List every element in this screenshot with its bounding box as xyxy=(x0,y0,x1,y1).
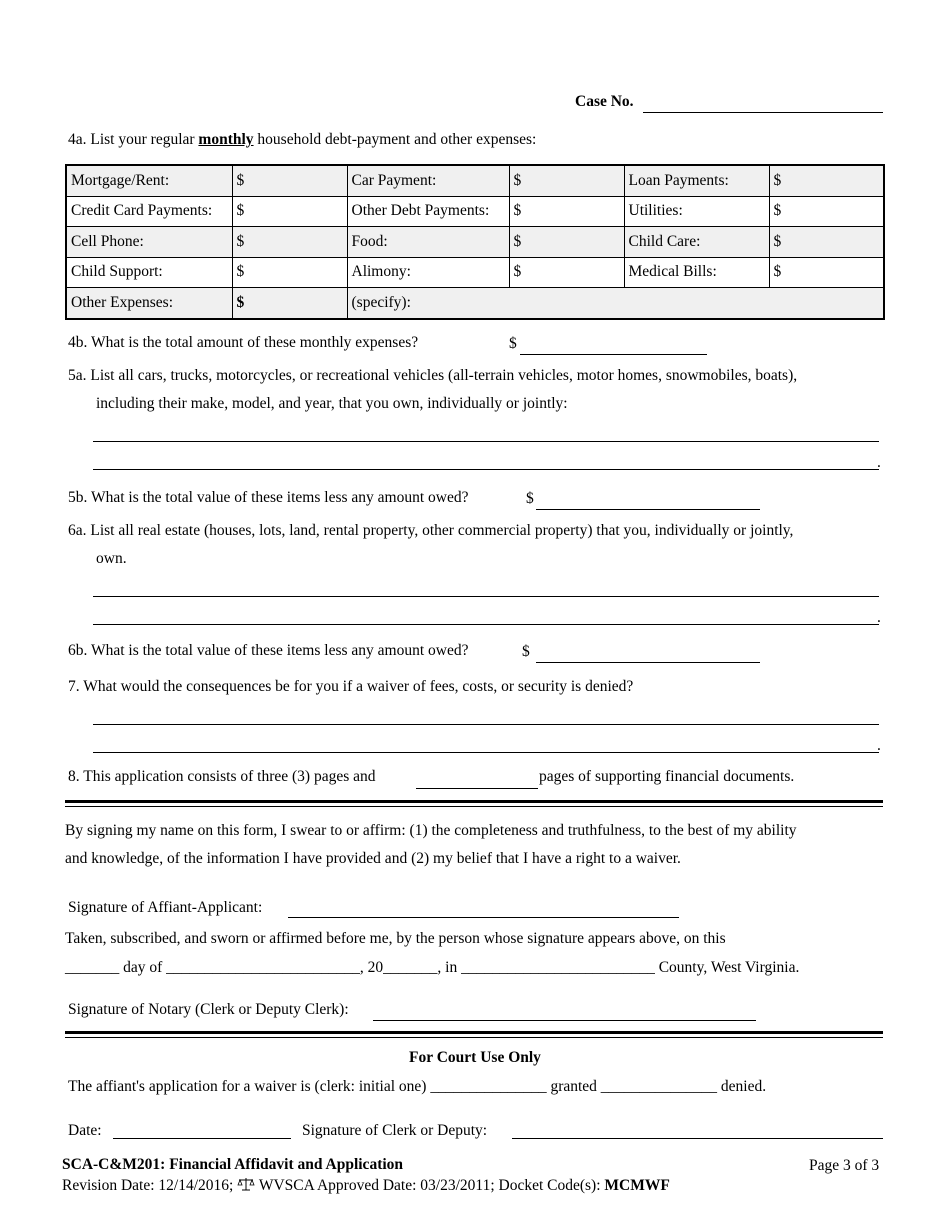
oath-line-1: By signing my name on this form, I swear to or affirm: (1) the completeness and truthfulness, to the best of my ability xyxy=(65,822,797,839)
q6a-answer-line-2[interactable] xyxy=(93,624,879,625)
q4b-total-field[interactable] xyxy=(520,354,707,355)
expense-label: Child Support: xyxy=(66,257,232,288)
question-5a-line1: 5a. List all cars, trucks, motorcycles, or recreational vehicles (all-terrain vehicles, motor homes, snowmobiles, boats), xyxy=(68,367,798,384)
expense-label: Credit Card Payments: xyxy=(66,196,232,227)
court-use-title: For Court Use Only xyxy=(409,1049,541,1066)
footer-revision-line xyxy=(62,1177,670,1195)
sworn-line-1: Taken, subscribed, and sworn or affirmed before me, by the person whose signature appears above, on this xyxy=(65,930,726,947)
question-5a-line2: including their make, model, and year, that you own, individually or jointly: xyxy=(96,395,568,412)
sworn-line-2: _______ day of _________________________, 20_______, in _________________________ County, West Virginia. xyxy=(65,959,800,976)
other-expenses-label: Other Expenses: xyxy=(66,288,232,319)
expense-row xyxy=(66,165,884,196)
question-5b: 5b. What is the total value of these items less any amount owed? xyxy=(68,489,469,506)
question-8-prefix: 8. This application consists of three (3) pages and xyxy=(68,768,376,785)
question-8-suffix: pages of supporting financial documents. xyxy=(539,768,795,785)
notary-signature-field[interactable] xyxy=(373,1020,756,1021)
question-7: 7. What would the consequences be for you if a waiver of fees, costs, or security is denied? xyxy=(68,678,634,695)
q5a-period: . xyxy=(877,454,881,471)
approved-date: WVSCA Approved Date: 03/23/2011; Docket Code(s): xyxy=(258,1177,601,1194)
q4a-suffix: household debt-payment and other expenses: xyxy=(253,131,537,148)
expense-row-other xyxy=(66,288,884,319)
expense-amount-field[interactable]: $ xyxy=(769,196,884,227)
expense-amount-field[interactable]: $ xyxy=(769,257,884,288)
q5b-value-field[interactable] xyxy=(536,509,760,510)
court-date-label: Date: xyxy=(68,1122,102,1139)
q5a-answer-line-2[interactable] xyxy=(93,469,879,470)
q7-answer-line-2[interactable] xyxy=(93,752,879,753)
expense-label: Car Payment: xyxy=(347,165,509,196)
q5a-answer-line-1[interactable] xyxy=(93,441,879,442)
expense-amount-field[interactable]: $ xyxy=(232,227,347,258)
expense-amount-field[interactable]: $ xyxy=(509,196,624,227)
scales-of-justice-icon xyxy=(237,1177,255,1191)
q7-period: . xyxy=(877,737,881,754)
expense-label: Child Care: xyxy=(624,227,769,258)
q5b-currency: $ xyxy=(526,490,534,507)
affiant-signature-field[interactable] xyxy=(288,917,679,918)
q6a-answer-line-1[interactable] xyxy=(93,596,879,597)
page-number: Page 3 of 3 xyxy=(809,1157,880,1174)
section-divider xyxy=(65,800,883,807)
expense-label: Medical Bills: xyxy=(624,257,769,288)
expenses-table xyxy=(65,164,885,320)
expense-amount-field[interactable]: $ xyxy=(769,227,884,258)
court-date-field[interactable] xyxy=(113,1138,291,1139)
case-no-label: Case No. xyxy=(575,93,634,110)
docket-code: MCMWF xyxy=(604,1177,670,1194)
specify-field[interactable]: (specify): xyxy=(347,288,884,319)
court-waiver-line: The affiant's application for a waiver is (clerk: initial one) _______________ granted _______________ denied. xyxy=(68,1078,767,1095)
q6a-period: . xyxy=(877,609,881,626)
expense-row xyxy=(66,257,884,288)
form-title: SCA-C&M201: Financial Affidavit and Application xyxy=(62,1156,404,1173)
q7-answer-line-1[interactable] xyxy=(93,724,879,725)
expense-amount-field[interactable]: $ xyxy=(232,196,347,227)
expense-label: Loan Payments: xyxy=(624,165,769,196)
expense-label: Food: xyxy=(347,227,509,258)
expense-amount-field[interactable]: $ xyxy=(509,227,624,258)
revision-date: Revision Date: 12/14/2016; xyxy=(62,1177,234,1194)
other-expenses-amount-field[interactable]: $ xyxy=(232,288,347,319)
expense-row xyxy=(66,196,884,227)
question-4a xyxy=(68,131,536,149)
oath-line-2: and knowledge, of the information I have provided and (2) my belief that I have a right to a waiver. xyxy=(65,850,681,867)
expense-amount-field[interactable]: $ xyxy=(509,165,624,196)
q4a-emphasis: monthly xyxy=(198,131,254,148)
q6b-value-field[interactable] xyxy=(536,662,760,663)
expense-label: Mortgage/Rent: xyxy=(66,165,232,196)
question-4b: 4b. What is the total amount of these monthly expenses? xyxy=(68,334,419,351)
question-6a-line2: own. xyxy=(96,550,127,567)
section-divider xyxy=(65,1031,883,1038)
expense-amount-field[interactable]: $ xyxy=(232,165,347,196)
clerk-signature-field[interactable] xyxy=(512,1138,883,1139)
expense-label: Other Debt Payments: xyxy=(347,196,509,227)
question-6b: 6b. What is the total value of these items less any amount owed? xyxy=(68,642,469,659)
expense-amount-field[interactable]: $ xyxy=(232,257,347,288)
expense-label: Alimony: xyxy=(347,257,509,288)
expense-amount-field[interactable]: $ xyxy=(509,257,624,288)
expense-amount-field[interactable]: $ xyxy=(769,165,884,196)
q4b-currency: $ xyxy=(509,335,517,352)
q8-pages-field[interactable] xyxy=(416,788,538,789)
expense-row xyxy=(66,227,884,258)
q4a-prefix: 4a. List your regular xyxy=(68,131,199,148)
affiant-signature-label: Signature of Affiant-Applicant: xyxy=(68,899,263,916)
question-6a-line1: 6a. List all real estate (houses, lots, land, rental property, other commercial property) that you, individually or jointly, xyxy=(68,522,794,539)
clerk-signature-label: Signature of Clerk or Deputy: xyxy=(302,1122,488,1139)
expense-label: Utilities: xyxy=(624,196,769,227)
case-no-field[interactable] xyxy=(643,112,883,113)
expense-label: Cell Phone: xyxy=(66,227,232,258)
q6b-currency: $ xyxy=(522,643,530,660)
notary-signature-label: Signature of Notary (Clerk or Deputy Clerk): xyxy=(68,1001,349,1018)
